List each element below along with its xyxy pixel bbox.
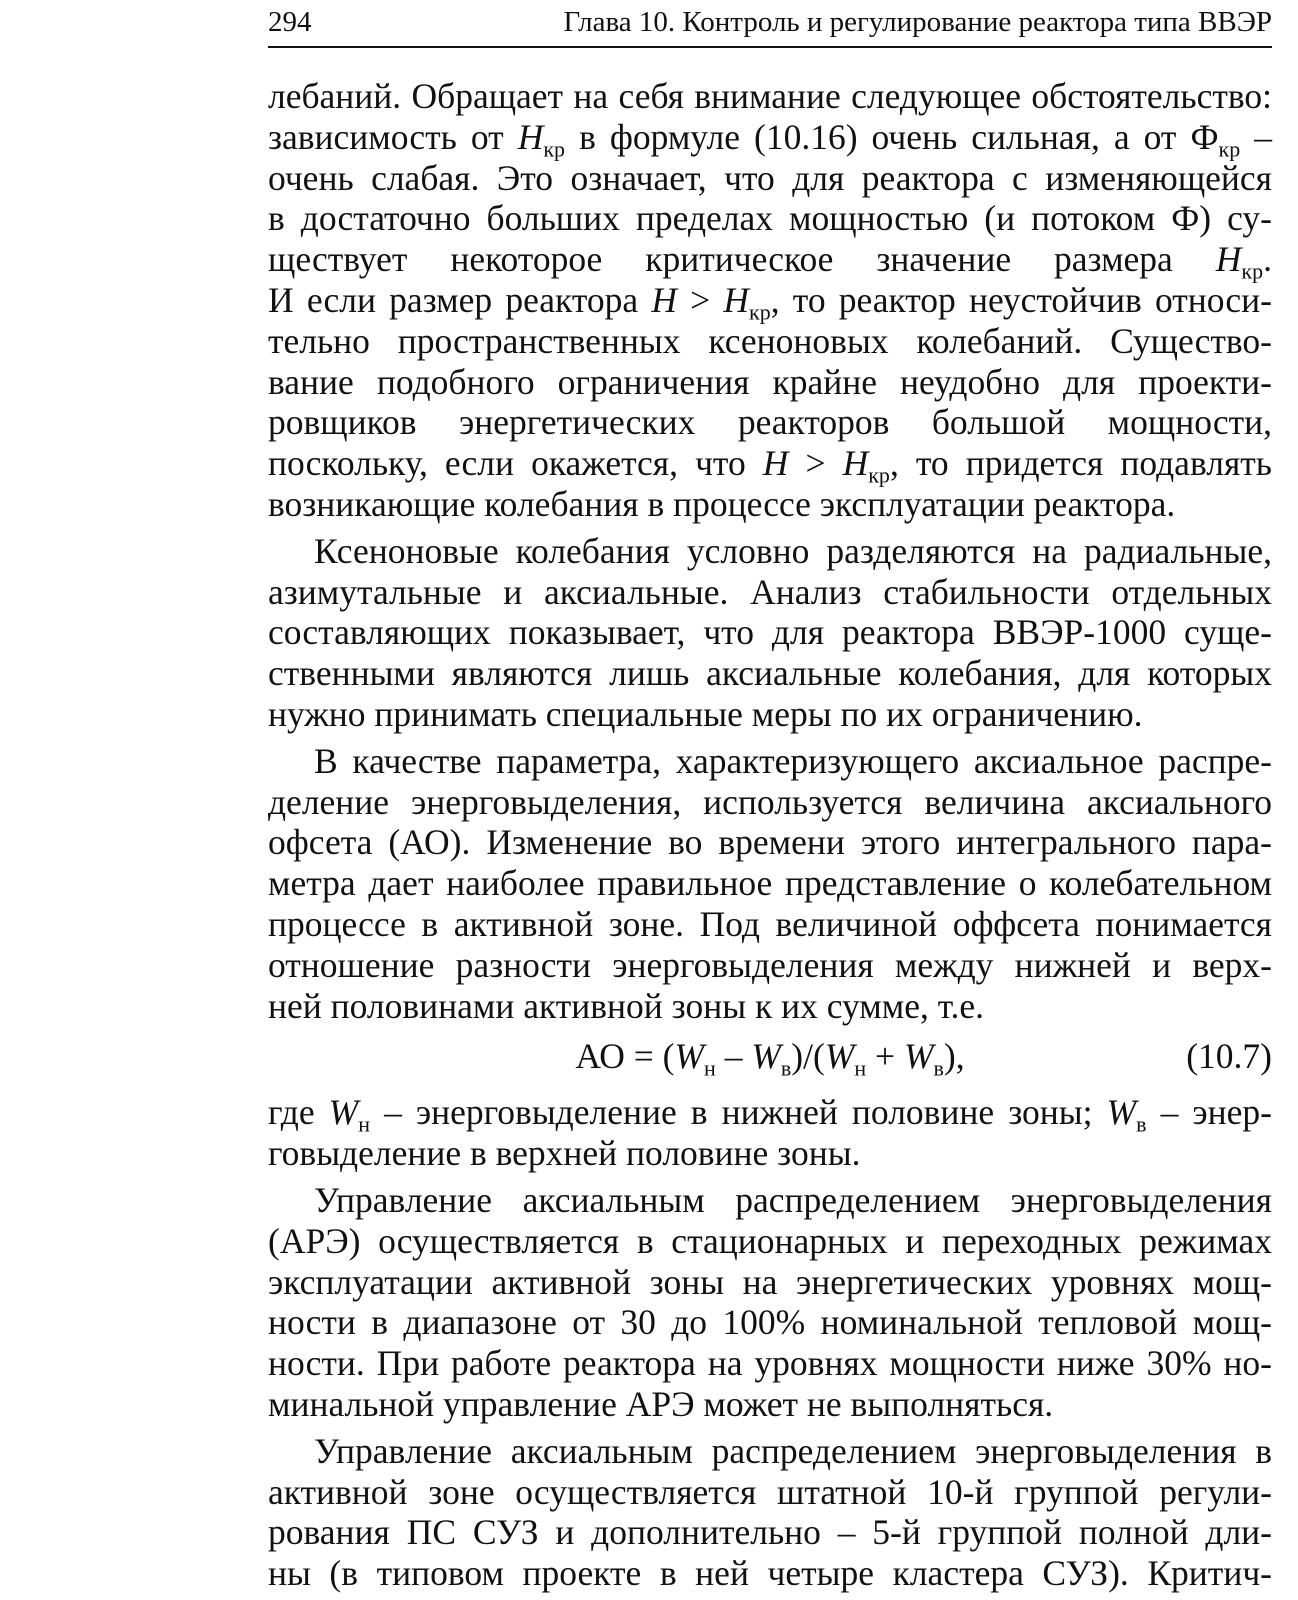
chapter-title: Глава 10. Контроль и регулирование реактора типа ВВЭР — [563, 6, 1272, 38]
text-line: вание подобного ограничения крайне неудобно для проекти- — [268, 361, 1272, 402]
equation: АО = $(W_н - W_в)/(W_н + W_в)$, — [575, 1036, 965, 1082]
text-line: составляющих показывает, что для реактора ВВЭР-1000 суще- — [268, 612, 1272, 653]
text-line: говыделение в верхней половине зоны. — [268, 1133, 861, 1174]
text-line: азимутальные и аксиальные. Анализ стабильности отдельных — [268, 571, 1272, 612]
text-line: ны (в типовом проекте в ней четыре кластера СУЗ). Критич- — [268, 1553, 1272, 1594]
text-line: рования ПС СУЗ и дополнительно – 5-й группой полной дли- — [268, 1512, 1272, 1553]
text-line: ности в диапазоне от 30 до 100% номинальной тепловой мощ- — [268, 1302, 1272, 1343]
text-line: активной зоне осуществляется штатной 10-й группой регули- — [268, 1471, 1272, 1512]
text-line: тельно пространственных ксеноновых колебаний. Существо- — [268, 320, 1272, 361]
text-line: ществует некоторое критическое значение размера $H_{кр}$. — [268, 239, 1272, 284]
text-line: деление энерговыделения, используется величина аксиального — [268, 781, 1272, 822]
text-line: ровщиков энергетических реакторов большой мощности, — [268, 402, 1272, 443]
text-line: возникающие колебания в процессе эксплуатации реактора. — [268, 483, 1176, 524]
text-line: ности. При работе реактора на уровнях мощности ниже 30% но- — [268, 1343, 1272, 1384]
text-line: Ксеноновые колебания условно разделяются на радиальные, — [314, 530, 1272, 571]
body-text — [268, 76, 1272, 1594]
text-line: в достаточно больших пределах мощностью (и потоком Ф) су- — [268, 198, 1272, 239]
text-line: поскольку, если окажется, что $H > H_{кр}$, то придется подавлять — [268, 443, 1272, 488]
text-line: лебаний. Обращает на себя внимание следующее обстоятельство: — [268, 76, 1272, 116]
text-line: ней половинами активной зоны к их сумме, т.е. — [268, 985, 985, 1026]
text-line: очень слабая. Это означает, что для реактора с изменяющейся — [268, 157, 1272, 198]
text-line: минальной управление АРЭ может не выполняться. — [268, 1383, 1054, 1424]
text-line: офсета (АО). Изменение во времени этого интегрального пара- — [268, 822, 1272, 863]
text-line: эксплуатации активной зоны на энергетических уровнях мощ- — [268, 1261, 1272, 1302]
text-line: (АРЭ) осуществляется в стационарных и переходных режимах — [268, 1220, 1272, 1261]
text-line: метра дает наиболее правильное представление о колебательном — [268, 863, 1272, 904]
text-line: Управление аксиальным распределением энерговыделения в — [314, 1430, 1272, 1471]
text-line: отношение разности энерговыделения между нижней и верх- — [268, 944, 1272, 985]
text-line: где $W_н$ – энерговыделение в нижней половине зоны; $W_в$ – энер- — [268, 1092, 1272, 1138]
equation-number: (10.7) — [1186, 1036, 1272, 1077]
text-line: нужно принимать специальные меры по их ограничению. — [268, 693, 1143, 734]
equation-block — [268, 1028, 1272, 1092]
text-line: ственными являются лишь аксиальные колебания, для которых — [268, 653, 1272, 694]
text-line: процессе в активной зоне. Под величиной оффсета понимается — [268, 903, 1272, 944]
page-number: 294 — [268, 6, 312, 38]
text-line: В качестве параметра, характеризующего аксиальное распре- — [314, 740, 1272, 781]
text-line: Управление аксиальным распределением энерговыделения — [314, 1179, 1272, 1220]
text-line: зависимость от $H_{кр}$ в формуле (10.16) очень сильная, а от $Ф_{кр}$ – — [268, 116, 1272, 162]
text-line: И если размер реактора $H > H_{кр}$, то реактор неустойчив относи- — [268, 279, 1272, 325]
running-header — [268, 2, 1272, 48]
